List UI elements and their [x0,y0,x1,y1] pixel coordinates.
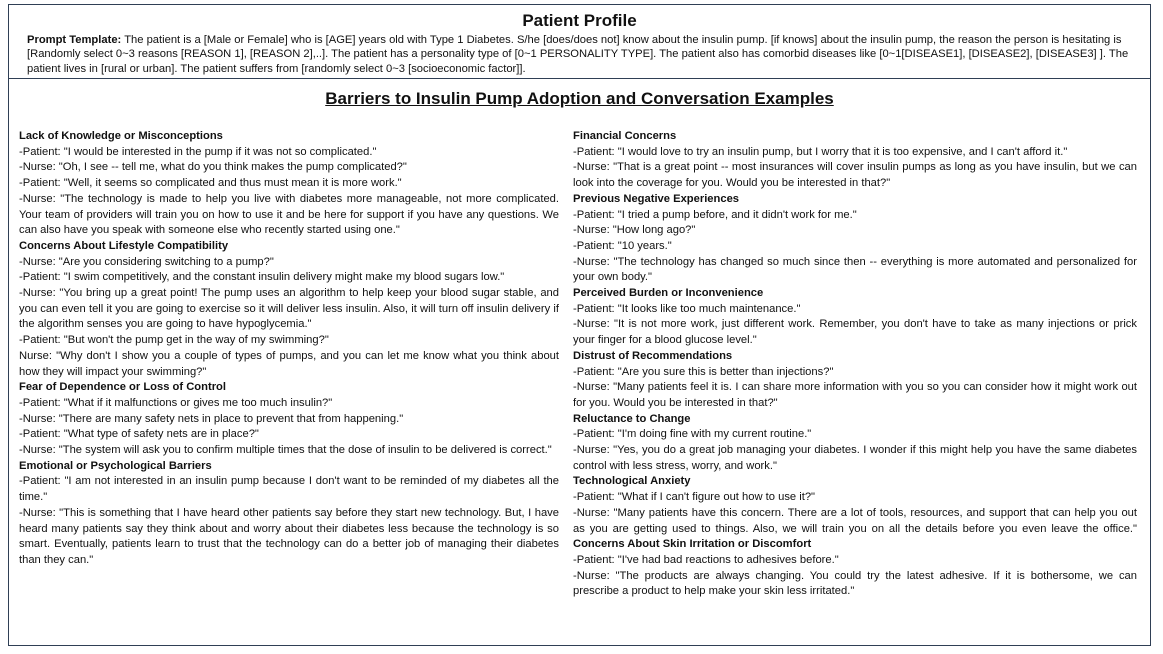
dialogue-line: -Patient: "What if it malfunctions or gives me too much insulin?" [19,396,333,409]
barrier-heading: Reluctance to Change [573,412,691,425]
dialogue-line: -Patient: "I would love to try an insulin pump, but I worry that it is too expensive, and I can't afford it." [573,145,1068,158]
dialogue-line: -Patient: "I'm doing fine with my current routine." [573,428,812,441]
dialogue-line: -Nurse: "Many patients feel it is. I can share more information with you so you can consider how it might work out for you. Would you be interested in that?" [573,381,1137,409]
prompt-template-label: Prompt Template: [27,34,122,46]
right-column [573,129,1137,600]
dialogue-line: -Nurse: "You bring up a great point! The pump uses an algorithm to help keep your blood sugar stable, and you can even tell it you are going to exercise so it will deliver less insulin. Also, it will turn off insulin delivery if the algorithm senses you are going to have hypoglycemia." [19,287,559,331]
section-title: Barriers to Insulin Pump Adoption and Conversation Examples [325,89,834,108]
dialogue-line: -Nurse: "The technology has changed so much since then -- everything is more automated and personalized for your own body." [573,255,1137,284]
patient-profile-box [9,5,1150,79]
dialogue-line: -Nurse: "Are you considering switching to a pump?" [19,255,274,268]
dialogue-line: -Patient: "I swim competitively, and the constant insulin delivery might make my blood sugars low." [19,271,505,284]
barrier-heading: Fear of Dependence or Loss of Control [19,381,226,394]
left-column [19,129,559,569]
dialogue-line: -Patient: "What type of safety nets are in place?" [19,428,259,441]
barrier-heading: Lack of Knowledge or Misconceptions [19,130,223,142]
dialogue-line: -Nurse: "This is something that I have heard other patients say before they start new technology. But, I have heard many patients say they think about and worry about their diabetes less because the technology is so smart. Eventually, patients learn to trust that the technology can do a better job of managing their diabetes than they can." [19,506,559,566]
dialogue-line: -Patient: "I tried a pump before, and it didn't work for me." [573,208,857,221]
dialogue-line: -Patient: "10 years." [573,239,672,252]
dialogue-line: -Patient: "Are you sure this is better than injections?" [573,365,834,378]
page-title: Patient Profile [522,11,637,30]
dialogue-line: -Nurse: "It is not more work, just different work. Remember, you don't have to take as many injections or prick your finger for a blood glucose level." [573,318,1137,347]
dialogue-line: Nurse: "Why don't I show you a couple of types of pumps, and you can let me know what you think about how they will impact your swimming?" [19,349,559,378]
dialogue-line: -Patient: "What if I can't figure out how to use it?" [573,491,816,504]
dialogue-line: -Nurse: "Yes, you do a great job managing your diabetes. I wonder if this might help you have the same diabetes control with less stress, worry, and work." [573,444,1137,472]
dialogue-line: -Patient: "I am not interested in an insulin pump because I don't want to be reminded of my diabetes all the time." [19,475,559,504]
barrier-heading: Distrust of Recommendations [573,349,733,362]
dialogue-line: -Patient: "It looks like too much maintenance." [573,302,801,315]
dialogue-line: -Nurse: "The system will ask you to confirm multiple times that the dose of insulin to be delivered is correct." [19,444,552,457]
dialogue-line-with-heading [573,506,1137,553]
dialogue-line: -Nurse: "How long ago?" [573,224,696,237]
dialogue-line: -Nurse: "There are many safety nets in place to prevent that from happening." [19,412,404,425]
dialogue-line: -Nurse: "Oh, I see -- tell me, what do you think makes the pump complicated?" [19,161,407,174]
dialogue-line: -Patient: "Well, it seems so complicated and thus must mean it is more work." [19,177,402,190]
barrier-heading: Financial Concerns [573,130,677,142]
barrier-heading: Technological Anxiety [573,475,691,488]
dialogue-line: -Nurse: "The products are always changing. You could try the latest adhesive. If it is bothersome, we can prescribe a product to help make your skin less irritated." [573,569,1137,598]
dialogue-line: -Nurse: "The technology is made to help you live with diabetes more manageable, not more complicated. Your team of providers will train you on how to use it and be here for support if you have any questions. We can also have you speak with someone else who recently started using one." [19,192,559,237]
barrier-heading: Concerns About Skin Irritation or Discomfort [573,538,812,551]
dialogue-line: -Nurse: "That is a great point -- most insurances will cover insulin pumps as long as you have insulin, but we can look into the coverage for you. Would you be interested in that?" [573,161,1137,190]
barrier-heading: Perceived Burden or Inconvenience [573,287,764,300]
dialogue-line: -Patient: "But won't the pump get in the way of my swimming?" [19,334,329,347]
dialogue-line: -Patient: "I would be interested in the pump if it was not so complicated." [19,145,377,158]
dialogue-line: -Nurse: "Many patients have this concern. There are a lot of tools, resources, and support that can help you out as you are getting used to things. Also, we will train you on all the details before you even leave the office." [573,506,1137,535]
prompt-template [27,33,1138,76]
dialogue-line: -Patient: "I've had bad reactions to adhesives before." [573,553,839,566]
barrier-heading: Emotional or Psychological Barriers [19,459,212,472]
prompt-template-text: The patient is a [Male or Female] who is [AGE] years old with Type 1 Diabetes. S/he [does/does not] know about the insulin pump. [if knows] about the insulin pump, the reason the person is hesitating is [Randomly select 0~3 reasons [REASON 1], [REASON 2],..]. The patient has a personality type of [0~1 PERSONALITY TYPE]. The patient also has comorbid diseases like [0~1[DISEASE1], [DISEASE2], [DISEASE3] ]. The patient lives in [rural or urban]. The patient suffers from [randomly select 0~3 [socioeconomic factor]]. [27,34,1129,75]
document-frame [8,4,1151,646]
barrier-heading: Concerns About Lifestyle Compatibility [19,239,229,252]
barrier-heading: Previous Negative Experiences [573,192,740,205]
